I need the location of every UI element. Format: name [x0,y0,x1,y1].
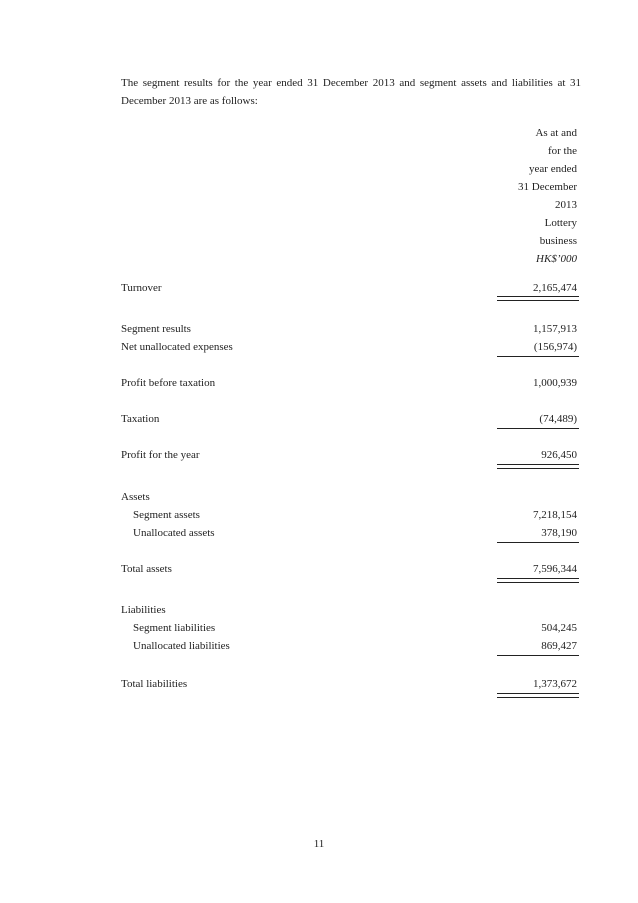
row-value: (156,974) [533,341,577,353]
column-header-line: for the [547,145,577,157]
table-row-segment-liabilities [121,619,577,637]
intro-paragraph: The segment results for the year ended 31 December 2013 and segment assets and liabilities at 31 December 2013 are as follows: [121,77,581,107]
row-label: Segment liabilities [133,622,216,634]
row-value: 1,000,939 [533,377,577,389]
single-underline [497,428,579,429]
row-label: Segment assets [133,509,200,521]
row-value: 7,218,154 [533,509,577,521]
row-label: Turnover [121,282,162,294]
section-heading: Assets [121,491,150,503]
single-underline [497,655,579,656]
table-row-segment-results [121,320,577,338]
single-underline [497,542,579,543]
section-heading-assets [121,488,577,506]
row-value: 504,245 [541,622,577,634]
table-row-segment-assets [121,506,577,524]
table-row-net-unallocated-expenses [121,338,577,356]
section-heading: Liabilities [121,604,166,616]
column-header-line: business [539,235,577,247]
row-label: Net unallocated expenses [121,341,233,353]
row-value: (74,489) [539,413,577,425]
row-label: Profit before taxation [121,377,216,389]
table-row-profit-for-year [121,446,577,464]
table-row-unallocated-liabilities [121,637,577,655]
table-row-turnover [121,279,577,297]
column-header-line: 2013 [555,199,577,211]
double-underline [497,578,579,583]
row-value: 378,190 [541,527,577,539]
row-value: 1,157,913 [533,323,577,335]
row-label: Total liabilities [121,678,188,690]
row-label: Unallocated assets [133,527,215,539]
single-underline [497,356,579,357]
column-header-line: As at and [535,127,577,139]
column-header-line: year ended [529,163,577,175]
column-header-line: 31 December [518,181,577,193]
row-value: 1,373,672 [533,678,577,690]
currency-unit: HK$’000 [536,253,577,265]
double-underline [497,464,579,469]
row-label: Profit for the year [121,449,200,461]
double-underline [497,296,579,301]
table-row-taxation [121,410,577,428]
row-label: Unallocated liabilities [133,640,230,652]
row-label: Taxation [121,413,160,425]
row-value: 2,165,474 [533,282,577,294]
table-row-unallocated-assets [121,524,577,542]
table-row-total-assets [121,560,577,578]
double-underline [497,693,579,698]
row-value: 869,427 [541,640,577,652]
column-header-line: Lottery [544,217,577,229]
page-number: 11 [313,838,325,850]
row-label: Segment results [121,323,191,335]
table-row-profit-before-taxation [121,374,577,392]
row-value: 926,450 [541,449,577,461]
row-label: Total assets [121,563,172,575]
row-value: 7,596,344 [533,563,577,575]
section-heading-liabilities [121,601,577,619]
column-header [518,124,577,268]
table-row-total-liabilities [121,675,577,693]
